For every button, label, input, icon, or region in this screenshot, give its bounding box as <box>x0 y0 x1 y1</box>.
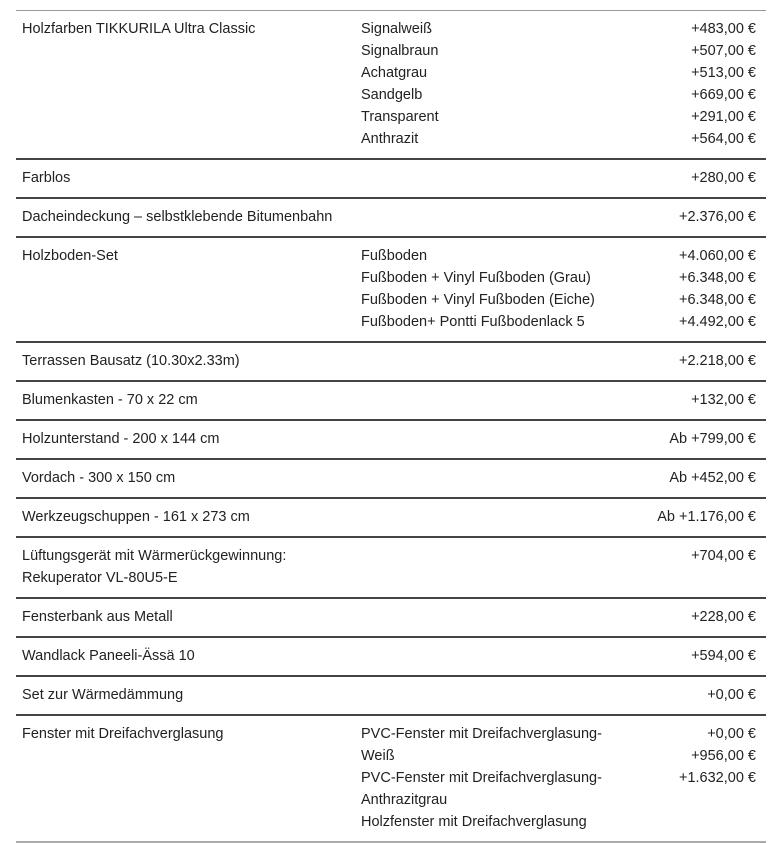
table-row <box>16 343 766 382</box>
option-label: Anthrazitgrau <box>361 792 448 808</box>
table-row <box>16 199 766 238</box>
option-label: Weiß <box>361 748 395 764</box>
table-row <box>16 599 766 638</box>
item-name: Fenster mit Dreifachverglasung <box>22 726 224 742</box>
item-options <box>361 467 616 489</box>
item-prices <box>616 645 756 667</box>
price-value: +228,00 € <box>691 609 756 625</box>
item-options <box>361 18 616 150</box>
option-label: Fußboden <box>361 248 428 264</box>
price-table <box>16 10 766 843</box>
table-row <box>16 716 766 843</box>
table-row <box>16 160 766 199</box>
option-label: Fußboden+ Pontti Fußbodenlack 5 <box>361 314 585 330</box>
item-options <box>361 545 616 589</box>
item-prices <box>616 467 756 489</box>
item-name: Set zur Wärmedämmung <box>22 687 184 703</box>
item-prices <box>616 167 756 189</box>
item-options <box>361 723 616 833</box>
item-options <box>361 684 616 706</box>
option-label: Sandgelb <box>361 87 423 103</box>
table-row <box>16 421 766 460</box>
option-label: PVC-Fenster mit Dreifachverglasung- <box>361 770 602 786</box>
price-value: +2.218,00 € <box>678 353 756 369</box>
table-row <box>16 238 766 343</box>
table-row <box>16 460 766 499</box>
item-prices <box>616 506 756 528</box>
price-value: +513,00 € <box>691 65 756 81</box>
item-prices <box>616 606 756 628</box>
option-label: Anthrazit <box>361 131 419 147</box>
item-name: Fensterbank aus Metall <box>22 609 173 625</box>
price-value: +483,00 € <box>691 21 756 37</box>
price-value: +669,00 € <box>691 87 756 103</box>
price-value: Ab +1.176,00 € <box>657 509 756 525</box>
item-name: Terrassen Bausatz (10.30x2.33m) <box>22 353 240 369</box>
table-row <box>16 638 766 677</box>
item-name: Dacheindeckung – selbstklebende Bitumenbahn <box>22 209 333 225</box>
item-options <box>361 606 616 628</box>
table-row <box>16 382 766 421</box>
item-options <box>361 506 616 528</box>
table-row <box>16 538 766 599</box>
price-value: +0,00 € <box>707 726 756 742</box>
item-prices <box>616 428 756 450</box>
option-label: Holzfenster mit Dreifachverglasung <box>361 814 587 830</box>
item-prices <box>616 723 756 833</box>
item-prices <box>616 389 756 411</box>
item-prices <box>616 350 756 372</box>
option-label: Fußboden + Vinyl Fußboden (Eiche) <box>361 292 595 308</box>
item-options <box>361 645 616 667</box>
price-value: +6.348,00 € <box>678 270 756 286</box>
price-value: +280,00 € <box>691 170 756 186</box>
table-row <box>16 499 766 538</box>
item-prices <box>616 245 756 333</box>
item-options <box>361 428 616 450</box>
item-name: Holzunterstand - 200 x 144 cm <box>22 431 220 447</box>
price-value: +1.632,00 € <box>678 770 756 786</box>
option-label: Achatgrau <box>361 65 428 81</box>
price-value: Ab +799,00 € <box>669 431 756 447</box>
price-value: +2.376,00 € <box>678 209 756 225</box>
item-options <box>361 245 616 333</box>
item-name: Wandlack Paneeli-Ässä 10 <box>22 648 195 664</box>
item-prices <box>616 545 756 589</box>
option-label: Fußboden + Vinyl Fußboden (Grau) <box>361 270 591 286</box>
option-label: Signalweiß <box>361 21 432 37</box>
item-options <box>361 350 616 372</box>
item-name: Lüftungsgerät mit Wärmerückgewinnung: Rekuperator VL-80U5-E <box>22 548 287 586</box>
item-name: Vordach - 300 x 150 cm <box>22 470 176 486</box>
option-label: PVC-Fenster mit Dreifachverglasung- <box>361 726 602 742</box>
table-row <box>16 677 766 716</box>
item-name: Blumenkasten - 70 x 22 cm <box>22 392 198 408</box>
price-value: +4.492,00 € <box>678 314 756 330</box>
option-label: Transparent <box>361 109 439 125</box>
table-row <box>16 11 766 160</box>
price-value: +291,00 € <box>691 109 756 125</box>
price-value: +956,00 € <box>691 748 756 764</box>
item-name: Farblos <box>22 170 71 186</box>
price-value: +564,00 € <box>691 131 756 147</box>
item-prices <box>616 684 756 706</box>
price-value: +507,00 € <box>691 43 756 59</box>
item-name: Holzfarben TIKKURILA Ultra Classic <box>22 21 256 37</box>
item-options <box>361 389 616 411</box>
price-value: +704,00 € <box>691 548 756 564</box>
price-value: +4.060,00 € <box>678 248 756 264</box>
price-value: Ab +452,00 € <box>669 470 756 486</box>
item-name: Holzboden-Set <box>22 248 118 264</box>
price-value: +6.348,00 € <box>678 292 756 308</box>
price-value: +0,00 € <box>707 687 756 703</box>
option-label: Signalbraun <box>361 43 439 59</box>
item-prices <box>616 18 756 150</box>
price-value: +132,00 € <box>691 392 756 408</box>
item-options <box>361 167 616 189</box>
item-prices <box>616 206 756 228</box>
item-name: Werkzeugschuppen - 161 x 273 cm <box>22 509 250 525</box>
price-value: +594,00 € <box>691 648 756 664</box>
